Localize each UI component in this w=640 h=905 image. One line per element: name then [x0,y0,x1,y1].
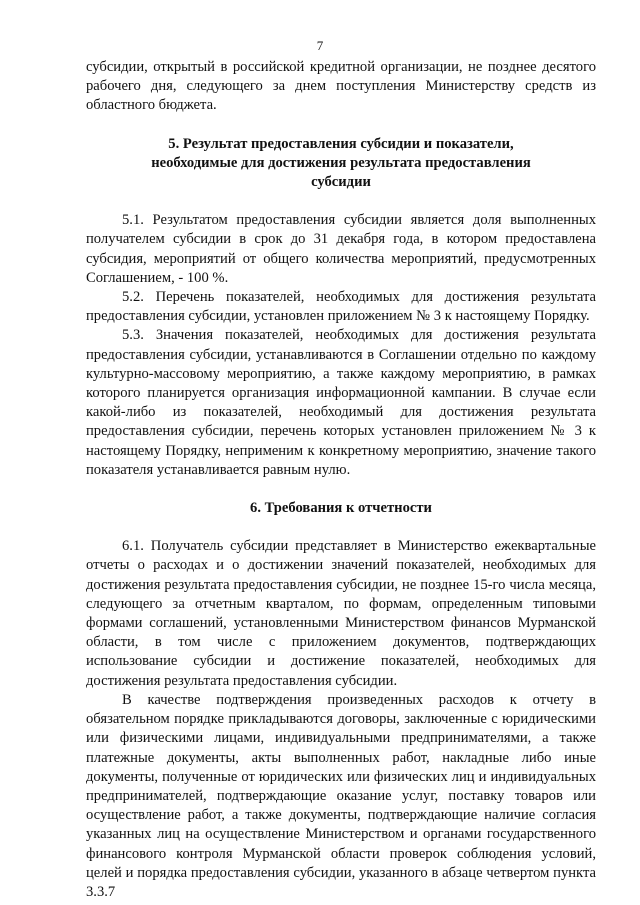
page-number: 7 [316,38,324,53]
paragraph-5-3: 5.3. Значения показателей, необходимых для достижения результата предоставления субсидии, устанавливаются в Соглашении отдельно по каждому культурно-массовому мероприятию, а также каждому мероприятию, в рамках которого планируется организация информационной кампании. В случае если какой-либо из показателей, необходимый для достижения результата предоставления субсидии, перечень которых установлен приложением № 3 к настоящему Порядку, неприменим к конкретному мероприятию, значение такого показателя устанавливается равным нулю. [86,327,596,478]
paragraph-6-1-continued: В качестве подтверждения произведенных расходов к отчету в обязательном порядке прикладываются договоры, заключенные с юридическими или физическими лицами, индивидуальными предпринимателями, а также платежные документы, акты выполненных работ, накладные либо иные документы, полученные от юридических или физических лиц и индивидуальных предпринимателей, подтверждающие оказание услуг, поставку товаров или осуществление работ, а также документы, подтверждающие наличие согласия указанных лиц на осуществление Министерством и органами государственного финансового контроля Мурманской области проверок соблюдения условий, целей и порядка предоставления субсидии, указанного в абзаце четвертом пункта 3.3.7 [86,691,596,900]
section-5-body [86,211,596,480]
section-6-heading: 6. Требования к отчетности [250,500,432,517]
paragraph-6-1: 6.1. Получатель субсидии представляет в Министерство ежеквартальные отчеты о расходах и о достижении значений показателей, необходимых для достижения результата предоставления субсидии, не позднее 15-го числа месяца, следующего за отчетным кварталом, по формам, определенным типовыми формами соглашений, установленными Министерством финансов Мурманской области, в том числе с приложением документов, подтверждающих использование субсидии и достижение показателей, необходимых для достижения результата предоставления субсидии. [86,538,596,689]
section-5-heading: 5. Результат предоставления субсидии и показатели, необходимые для достижения результата предоставления субсидии [151,135,531,191]
paragraph-5-2: 5.2. Перечень показателей, необходимых для достижения результата предоставления субсидии, установлен приложением № 3 к настоящему Порядку. [86,289,596,325]
continuation-paragraph: субсидии, открытый в российской кредитной организации, не позднее десятого рабочего дня, следующего за днем поступления Министерству средств из областного бюджета. [86,59,596,114]
page-content [86,58,596,902]
paragraph-5-1: 5.1. Результатом предоставления субсидии является доля выполненных получателем субсидии в срок до 31 декабря года, в котором предоставлена субсидия, мероприятий от общего количества мероприятий, предусмотренных Соглашением, - 100 %. [86,212,596,286]
section-6-body [86,537,596,902]
